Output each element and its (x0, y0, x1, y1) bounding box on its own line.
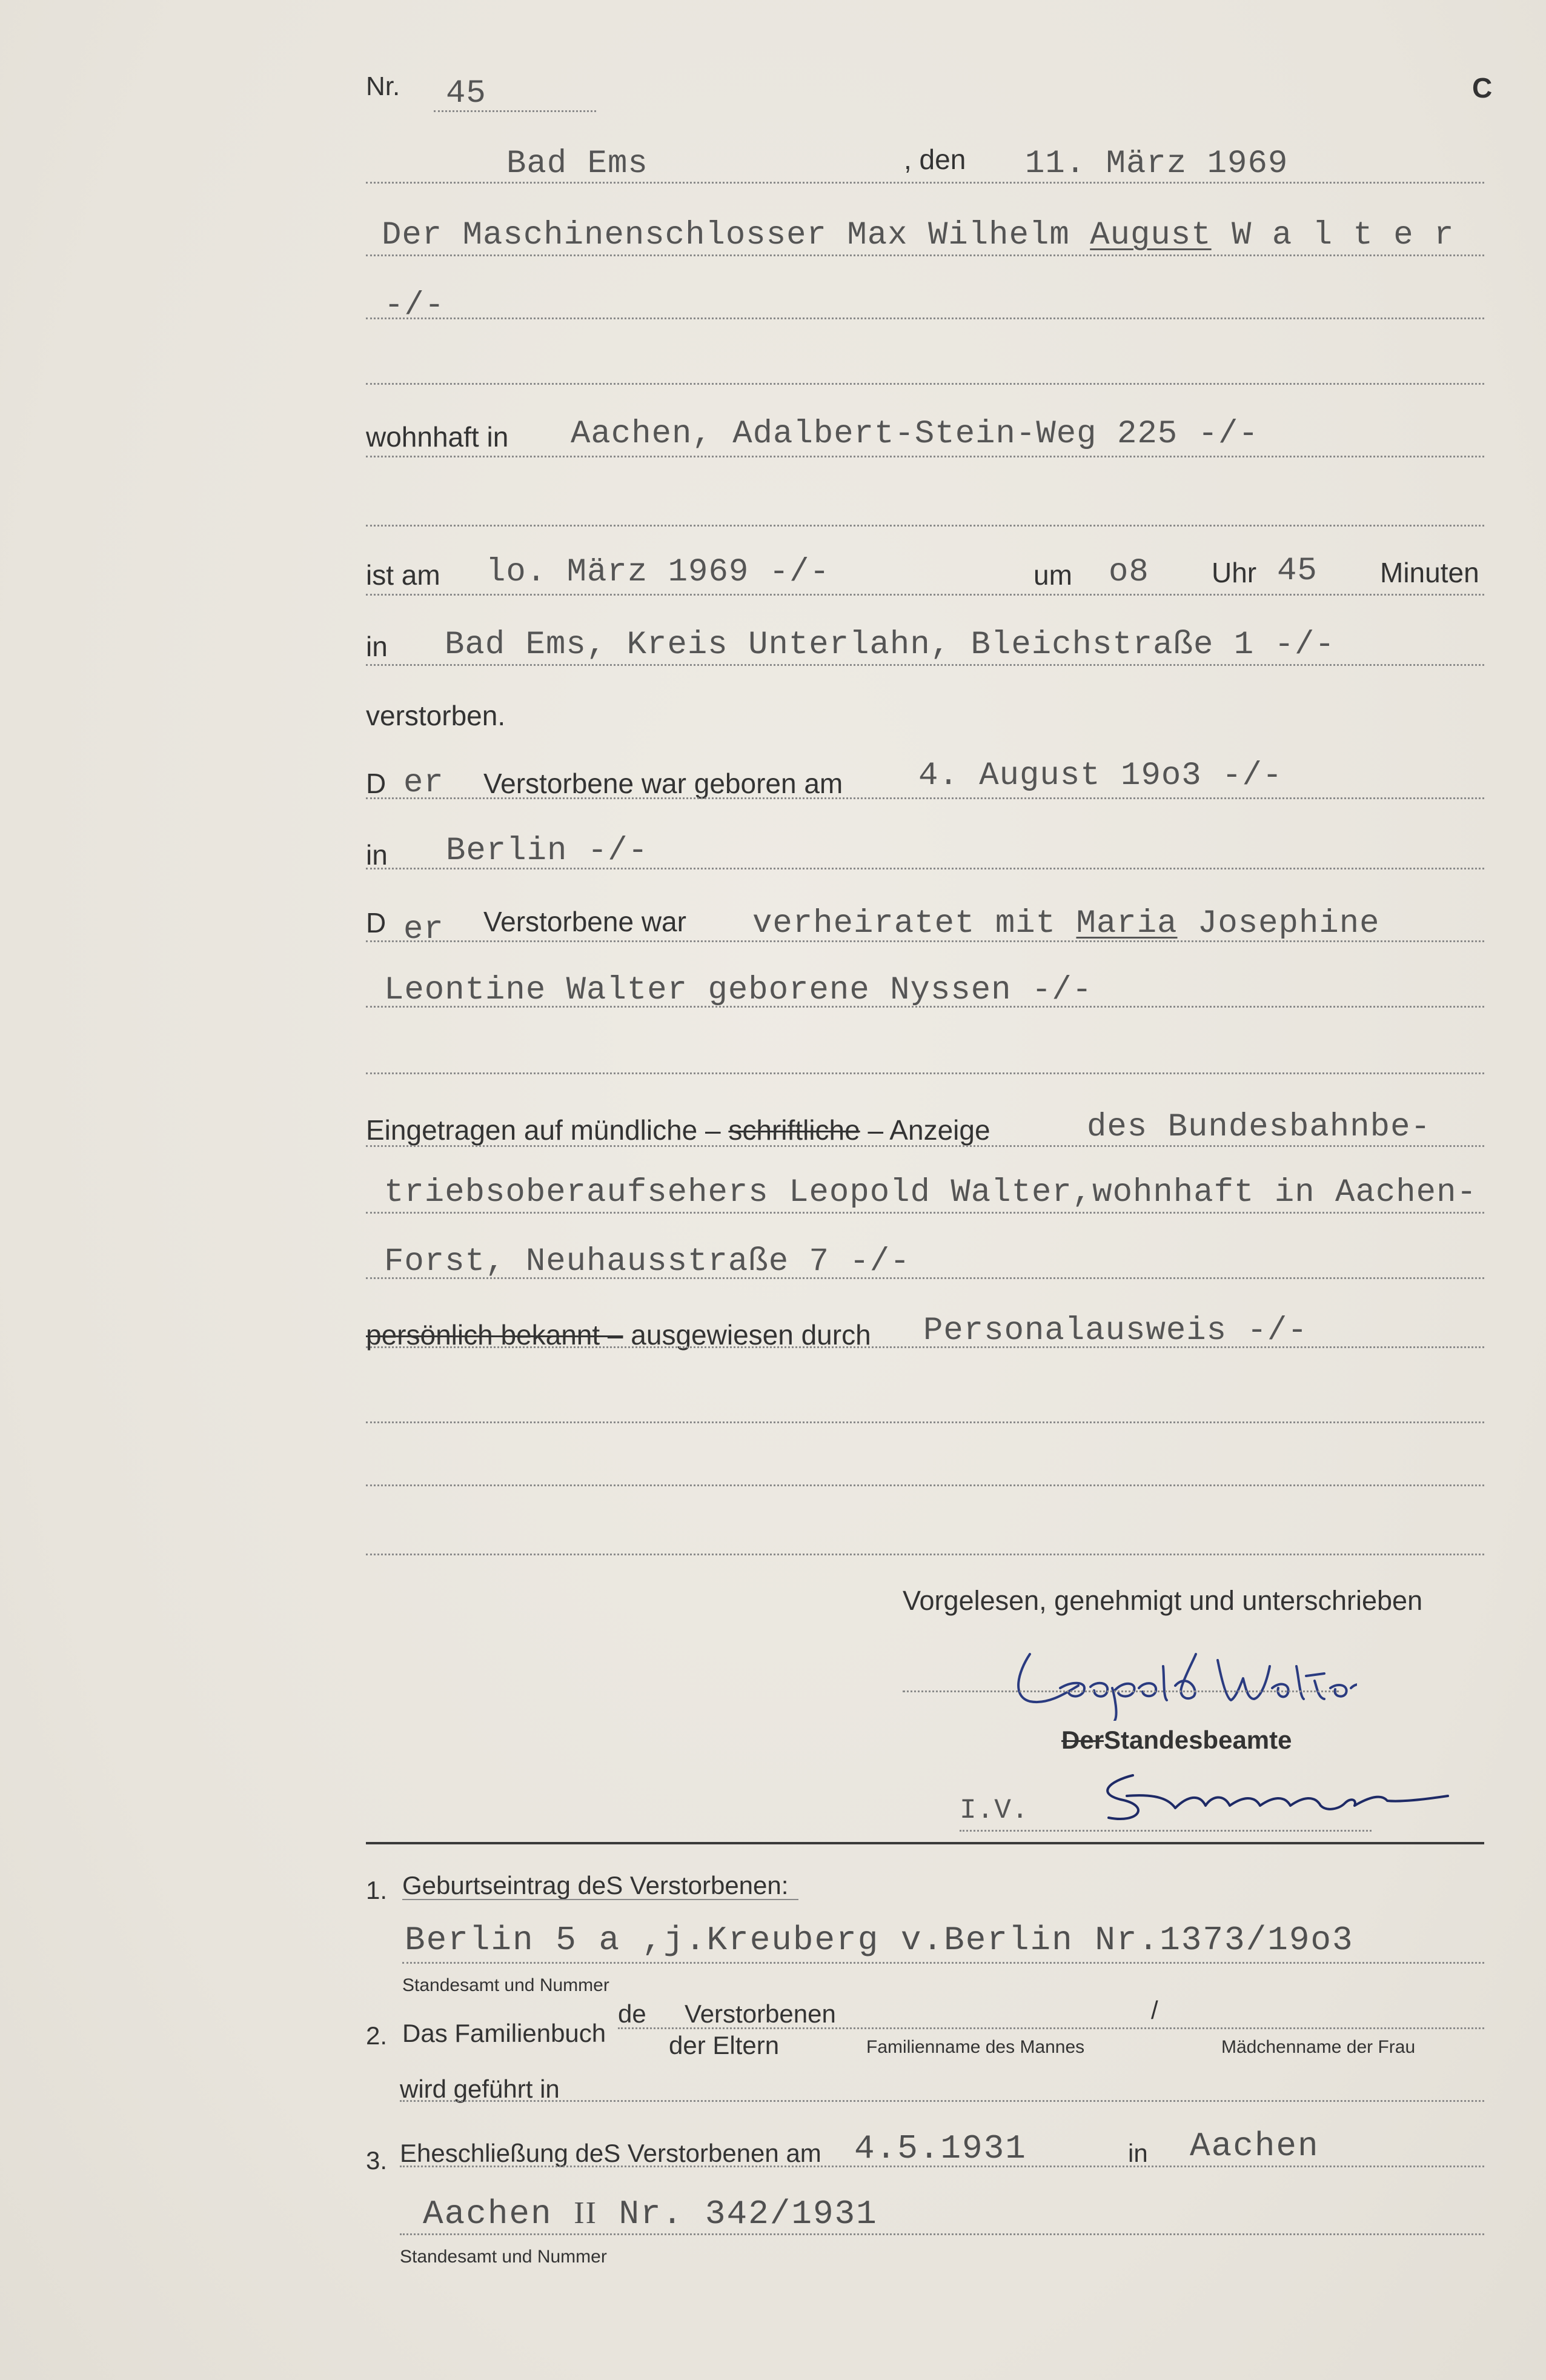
registration-line-2: triebsoberaufsehers Leopold Walter,wohnhaft in Aachen- (384, 1174, 1477, 1211)
registration-line-3: Forst, Neuhausstraße 7 -/- (384, 1243, 911, 1280)
note-2-de: de (618, 1999, 646, 2028)
den-label: , den (904, 144, 966, 175)
note-3-dotted-line-2 (400, 2233, 1484, 2235)
entry-number: 45 (446, 75, 486, 112)
note-2-slash: / (1151, 1996, 1158, 2024)
note-2-caption-man: Familienname des Mannes (866, 2037, 1085, 2057)
marital-dotted-line-2 (366, 1006, 1484, 1008)
name-continuation: -/- (384, 287, 445, 324)
name-dotted-line (366, 254, 1484, 256)
identification-label: persönlich bekannt – ausgewiesen durch (366, 1319, 871, 1351)
blank-dotted-line-3 (366, 1554, 1484, 1555)
declarant-signature-line (903, 1690, 1339, 1692)
nr-label: Nr. (366, 71, 400, 101)
note-3-label: Eheschließung deS Verstorbenen am (400, 2139, 821, 2167)
section-divider (366, 1842, 1484, 1844)
marital-dotted-line (366, 940, 1484, 942)
name-dotted-line-2 (366, 317, 1484, 319)
note-3-date: 4.5.1931 (854, 2129, 1027, 2168)
nr-dotted-line (434, 110, 596, 112)
identification-value: Personalausweis -/- (923, 1312, 1308, 1349)
registration-line-1: des Bundesbahnbe- (1087, 1109, 1431, 1146)
note-1-number: 1. (366, 1876, 388, 1904)
identification-dotted-line (366, 1346, 1484, 1348)
death-date: lo. März 1969 -/- (486, 554, 830, 591)
marital-er-typed: er (403, 911, 444, 948)
birth-in-label: in (366, 839, 388, 871)
note-3-in: in (1128, 2139, 1148, 2167)
place-of-registration: Bad Ems (506, 145, 648, 182)
name-dotted-line-3 (366, 383, 1484, 385)
uhr-label: Uhr (1212, 557, 1257, 588)
marital-label: Verstorbene war (483, 906, 686, 937)
verstorben-label: verstorben. (366, 700, 506, 731)
spouse-line-2: Leontine Walter geborene Nyssen -/- (384, 972, 1093, 1009)
spouse-line-1: verheiratet mit Maria Josephine (752, 905, 1380, 942)
note-1-label-underline (402, 1899, 798, 1900)
registration-dotted-line (366, 1145, 1484, 1147)
birth-date: 4. August 19o3 -/- (918, 757, 1283, 794)
note-1-dotted-line (402, 1962, 1484, 1964)
note-2-label: Das Familienbuch (402, 2019, 606, 2047)
note-2-wird: wird geführt in (400, 2075, 560, 2103)
note-2-dotted-line-2 (400, 2100, 1484, 2102)
marital-dotted-line-3 (366, 1072, 1484, 1074)
iv-label: I.V. (960, 1795, 1029, 1826)
residence-dotted-line-2 (366, 525, 1484, 527)
registration-label: Eingetragen auf mündliche – schriftliche – Anzeige (366, 1114, 990, 1146)
marital-d-label: D (366, 907, 386, 939)
death-place: Bad Ems, Kreis Unterlahn, Bleichstraße 1 -/- (445, 627, 1335, 663)
birth-date-dotted-line (366, 797, 1484, 799)
note-2-eltern: der Eltern (669, 2031, 780, 2059)
series-letter: C (1472, 72, 1493, 104)
minuten-label: Minuten (1380, 557, 1479, 588)
residence-label: wohnhaft in (366, 421, 509, 453)
declarant-signature (994, 1630, 1357, 1721)
registration-dotted-line-2 (366, 1212, 1484, 1214)
note-1-label: Geburtseintrag deS Verstorbenen: (402, 1871, 789, 1900)
um-label: um (1033, 559, 1072, 591)
note-3-number: 3. (366, 2146, 388, 2175)
note-3-dotted-line (400, 2166, 1484, 2167)
read-approved-text: Vorgelesen, genehmigt und unterschrieben (903, 1585, 1423, 1616)
birth-label: Verstorbene war geboren am (483, 768, 843, 799)
birth-place: Berlin -/- (446, 833, 649, 869)
blank-dotted-line-1 (366, 1421, 1484, 1423)
death-date-dotted-line (366, 594, 1484, 596)
death-hour: o8 (1109, 554, 1149, 591)
place-dotted-line (366, 182, 1484, 184)
death-in-label: in (366, 631, 388, 662)
birth-place-dotted-line (366, 868, 1484, 869)
residence-dotted-line (366, 456, 1484, 457)
registrar-signature (1084, 1757, 1484, 1830)
note-3-place: Aachen (1190, 2127, 1319, 2166)
registrar-label: DerStandesbeamte (1061, 1726, 1292, 1754)
deceased-name-line: Der Maschinenschlosser Max Wilhelm August W a l t e r (382, 217, 1455, 254)
note-2-dotted-line (618, 2027, 1484, 2029)
death-minutes: 45 (1277, 553, 1318, 590)
registration-date: 11. März 1969 (1025, 145, 1289, 182)
note-2-number: 2. (366, 2021, 388, 2050)
ist-am-label: ist am (366, 559, 440, 591)
registrar-signature-line (960, 1830, 1372, 1832)
death-place-dotted-line (366, 664, 1484, 666)
note-2-caption-woman: Mädchenname der Frau (1221, 2037, 1416, 2057)
residence-value: Aachen, Adalbert-Stein-Weg 225 -/- (571, 416, 1259, 453)
note-2-verstorbenen: Verstorbenen (685, 1999, 836, 2028)
birth-er-typed: er (403, 765, 444, 802)
blank-dotted-line-2 (366, 1484, 1484, 1486)
birth-d-label: D (366, 768, 386, 799)
note-3-caption: Standesamt und Nummer (400, 2247, 607, 2267)
registration-dotted-line-3 (366, 1277, 1484, 1279)
note-3-registry: Aachen II Nr. 342/1931 (423, 2195, 878, 2233)
note-1-value: Berlin 5 a ,j.Kreuberg v.Berlin Nr.1373/19o3 (405, 1921, 1354, 1960)
note-1-caption: Standesamt und Nummer (402, 1975, 609, 1995)
